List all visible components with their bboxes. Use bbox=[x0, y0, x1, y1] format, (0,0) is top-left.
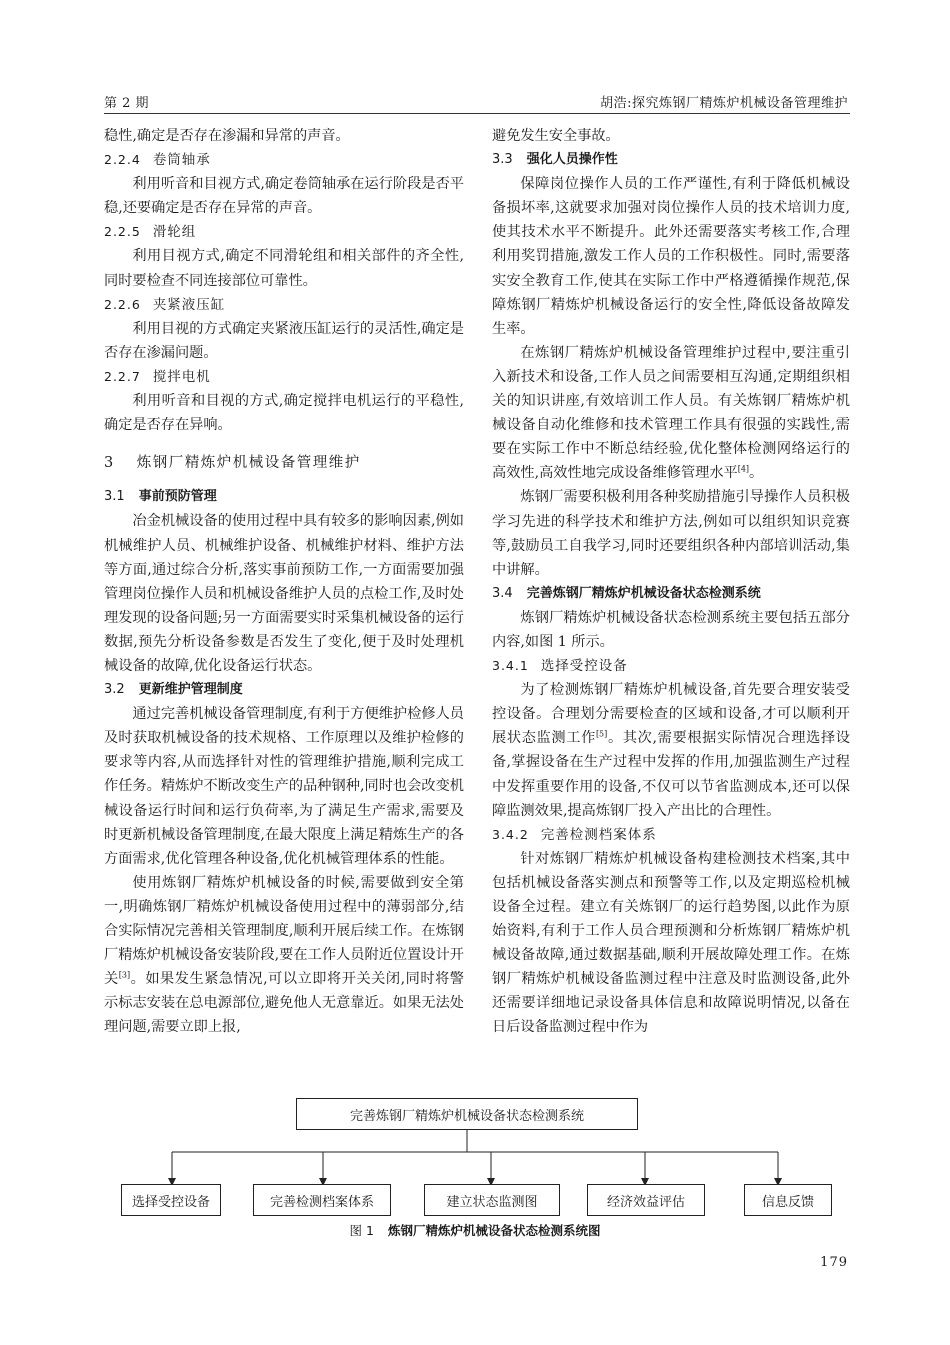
section-title: 夹紧液压缸 bbox=[152, 296, 226, 313]
section-heading-2-2-6 bbox=[104, 293, 464, 317]
section-heading-3-1 bbox=[104, 485, 464, 509]
section-heading-3-4-1 bbox=[492, 654, 850, 678]
section-number: 2.2.7 bbox=[104, 368, 141, 384]
section-title: 事前预防管理 bbox=[138, 489, 217, 505]
section-title: 完善炼钢厂精炼炉机械设备状态检测系统 bbox=[526, 585, 761, 601]
paragraph-text: 在炼钢厂精炼炉机械设备管理维护过程中,要注重引入新技术和设备,工作人员之间需要相互沟通,定期组织相关的知识讲座,有效培训工作人员。有关炼钢厂精炼炉机械设备自动化维修和技术管理工作具有很强的实践性,需要在实际工作中不断总结经验,优化整体检测网络运行的高效性,高效性地完成设备维修管理水平 bbox=[492, 344, 850, 482]
paragraph: 利用目视的方式确定夹紧液压缸运行的灵活性,确定是否存在渗漏问题。 bbox=[104, 320, 464, 361]
paragraph bbox=[492, 341, 850, 486]
section-heading-3-4-2 bbox=[492, 823, 850, 847]
section-title: 强化人员操作性 bbox=[526, 152, 618, 168]
section-heading-2-2-7 bbox=[104, 365, 464, 389]
header-rule bbox=[104, 113, 850, 114]
citation-ref: [3] bbox=[118, 970, 131, 980]
child-node-3: 建立状态监测图 bbox=[424, 1184, 560, 1216]
section-number: 3.4 bbox=[492, 585, 513, 601]
section-number: 2.2.4 bbox=[104, 152, 141, 168]
section-heading-3-4 bbox=[492, 582, 850, 606]
paragraph: 炼钢厂精炼炉机械设备状态检测系统主要包括五部分内容,如图 1 所示。 bbox=[492, 609, 850, 650]
paragraph-text: 。如果发生紧急情况,可以立即将开关关闭,同时将警示标志安装在总电源部位,避免他人无意靠近。如果无法处理问题,需要立即上报, bbox=[104, 971, 464, 1036]
paragraph bbox=[104, 871, 464, 1040]
citation-ref: [5] bbox=[595, 729, 608, 739]
figure-caption bbox=[0, 1221, 950, 1239]
section-number: 3.2 bbox=[104, 682, 125, 698]
paragraph: 利用听音和目视方式,确定卷筒轴承在运行阶段是否平稳,还要确定是否存在异常的声音。 bbox=[104, 176, 464, 217]
section-title: 搅拌电机 bbox=[152, 368, 211, 385]
paragraph: 冶金机械设备的使用过程中具有较多的影响因素,例如机械维护人员、机械维护设备、机械维护材料、维护方法等方面,通过综合分析,落实事前预防工作,一方面需要加强管理岗位操作人员和机械设备维护人员的点检工作,及时处理发现的设备问题;另一方面需要实时采集机械设备的运行数据,预先分析设备参数是否发生了变化,便于及时处理机械设备的故障,优化设备运行状态。 bbox=[104, 513, 464, 674]
figure-number: 图 1 bbox=[349, 1223, 374, 1238]
paragraph-text: 。 bbox=[749, 465, 764, 482]
child-node-4: 经济效益评估 bbox=[587, 1184, 705, 1216]
left-column bbox=[104, 124, 464, 1039]
section-number: 2.2.6 bbox=[104, 296, 141, 312]
section-heading-3-2 bbox=[104, 678, 464, 702]
child-node-5: 信息反馈 bbox=[744, 1184, 832, 1216]
paragraph bbox=[492, 678, 850, 823]
section-heading-2-2-4 bbox=[104, 148, 464, 172]
paragraph: 利用目视方式,确定不同滑轮组和相关部件的齐全性,同时要检查不同连接部位可靠性。 bbox=[104, 248, 464, 289]
running-title: 胡浩:探究炼钢厂精炼炉机械设备管理维护 bbox=[600, 96, 848, 111]
paragraph-text: 使用炼钢厂精炼炉机械设备的时候,需要做到安全第一,明确炼钢厂精炼炉机械设备使用过程中的薄弱部分,结合实际情况完善相关管理制度,顺利开展后续工作。在炼钢厂精炼炉机械设备安装阶段,要在工作人员附近位置设计开关 bbox=[104, 874, 464, 988]
journal-issue: 第 2 期 bbox=[104, 96, 150, 111]
paragraph: 通过完善机械设备管理制度,有利于方便维护检修人员及时获取机械设备的技术规格、工作原理以及维护检修的要求等内容,从而选择针对性的管理维护措施,顺利完成工作任务。精炼炉不断改变生产的品种钢种,同时也会改变机械设备运行时间和运行负荷率,为了满足生产需求,需要及时更新机械设备管理制度,在最大限度上满足精炼生产的各方面需求,优化管理各种设备,优化机械管理体系的性能。 bbox=[104, 706, 464, 867]
root-node: 完善炼钢厂精炼炉机械设备状态检测系统 bbox=[296, 1098, 638, 1130]
paragraph: 稳性,确定是否存在渗漏和异常的声音。 bbox=[104, 128, 350, 144]
section-number: 2.2.5 bbox=[104, 224, 141, 240]
page-number: 179 bbox=[820, 1255, 848, 1270]
section-number: 3.3 bbox=[492, 152, 513, 168]
paragraph: 利用听音和目视的方式,确定搅拌电机运行的平稳性,确定是否存在异响。 bbox=[104, 393, 464, 434]
paragraph-text: 为了检测炼钢厂精炼炉机械设备,首先要合理安装受控设备。合理划分需要检查的区域和设备,才可以顺利开展状态监测工作 bbox=[492, 682, 850, 747]
section-title: 卷筒轴承 bbox=[152, 152, 211, 169]
child-node-2: 完善检测档案体系 bbox=[253, 1184, 391, 1216]
paragraph: 炼钢厂需要积极利用各种奖励措施引导操作人员积极学习先进的科学技术和维护方法,例如可以组织知识竞赛等,鼓励员工自我学习,同时还要组织各种内部培训活动,集中讲解。 bbox=[492, 489, 850, 578]
paragraph-text: 。其次,需要根据实际情况合理选择设备,掌握设备在生产过程中发挥的作用,加强监测生产过程中发挥重要作用的设备,不仅可以节省监测成本,还可以保障监测效果,提高炼钢厂投入产出比的合理性。 bbox=[492, 730, 850, 819]
right-column bbox=[492, 124, 850, 1040]
paragraph: 保障岗位操作人员的工作严谨性,有利于降低机械设备损坏率,这就要求加强对岗位操作人员的技术培训力度,使其技术水平不断提升。此外还需要落实考核工作,合理利用奖罚措施,激发工作人员的工作积极性。同时,需要落实安全教育工作,使其在实际工作中严格遵循操作规范,保障炼钢厂精炼炉机械设备运行的安全性,降低设备故障发生率。 bbox=[492, 176, 850, 337]
section-title: 完善检测档案体系 bbox=[540, 826, 657, 843]
child-node-1: 选择受控设备 bbox=[121, 1184, 221, 1216]
section-title: 选择受控设备 bbox=[540, 658, 628, 675]
figure-caption-text: 炼钢厂精炼炉机械设备状态检测系统图 bbox=[387, 1223, 601, 1238]
section-title: 炼钢厂精炼炉机械设备管理维护 bbox=[136, 455, 361, 472]
section-heading-3-3 bbox=[492, 148, 850, 172]
section-heading-2-2-5 bbox=[104, 220, 464, 244]
citation-ref: [4] bbox=[737, 464, 750, 474]
section-number: 3.4.1 bbox=[492, 658, 529, 674]
section-number: 3.4.2 bbox=[492, 826, 529, 842]
section-title: 更新维护管理制度 bbox=[138, 682, 243, 698]
paragraph: 针对炼钢厂精炼炉机械设备构建检测技术档案,其中包括机械设备落实测点和预警等工作,以及定期巡检机械设备全过程。建立有关炼钢厂的运行趋势图,以此作为原始资料,有利于工作人员合理预测和分析炼钢厂精炼炉机械设备故障,通过数据基础,顺利开展故障处理工作。在炼钢厂精炼炉机械设备监测过程中注意及时监测设备,此外还需要详细地记录设备具体信息和故障说明情况,以备在日后设备监测过程中作为 bbox=[492, 850, 850, 1036]
section-number: 3 bbox=[104, 455, 115, 472]
section-number: 3.1 bbox=[104, 489, 125, 505]
section-title: 滑轮组 bbox=[152, 224, 197, 241]
paragraph: 避免发生安全事故。 bbox=[492, 128, 620, 144]
section-heading-3 bbox=[104, 451, 464, 475]
